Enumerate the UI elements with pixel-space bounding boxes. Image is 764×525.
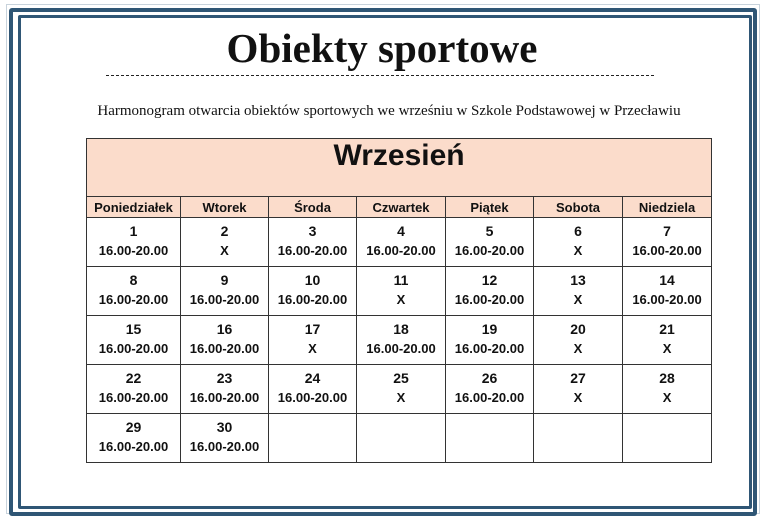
opening-hours: 16.00-20.00 [98,292,169,307]
day-number: 7 [663,223,671,239]
day-cell [534,267,623,316]
day-cell [446,218,534,267]
opening-hours: 16.00-20.00 [454,243,525,258]
opening-hours: X [573,292,583,307]
opening-hours: 16.00-20.00 [366,341,436,356]
day-cell [181,316,269,365]
opening-hours: 16.00-20.00 [98,439,169,454]
opening-hours: 16.00-20.00 [366,243,436,258]
opening-hours: 16.00-20.00 [189,292,260,307]
day-cell [446,365,534,414]
weekday-header: Środa [269,197,357,218]
opening-hours: 16.00-20.00 [189,390,260,405]
day-cell [181,365,269,414]
calendar-body [87,218,712,463]
day-cell [623,414,712,463]
title-divider [106,75,654,76]
opening-hours: 16.00-20.00 [98,390,169,405]
weekday-header-row [87,197,712,218]
day-number: 9 [220,272,229,288]
opening-hours: 16.00-20.00 [454,292,525,307]
day-number [534,417,622,437]
day-number: 12 [481,272,498,288]
day-number: 24 [304,370,321,386]
opening-hours: 16.00-20.00 [277,292,348,307]
day-cell [181,218,269,267]
weekday-header: Piątek [446,197,534,218]
opening-hours: X [220,243,229,258]
weekday-header: Czwartek [357,197,446,218]
opening-hours: 16.00-20.00 [277,243,348,258]
day-cell [181,414,269,463]
day-number: 2 [220,223,229,239]
day-cell [87,267,181,316]
weekday-header: Sobota [534,197,623,218]
opening-hours: 16.00-20.00 [632,292,702,307]
day-number: 19 [481,321,498,337]
day-number: 28 [659,370,675,386]
opening-hours: 16.00-20.00 [454,341,525,356]
day-cell [357,365,446,414]
week-row [87,267,712,316]
day-number: 30 [216,419,233,435]
day-number: 20 [570,321,586,337]
day-number: 27 [570,370,586,386]
page-title: Obiekty sportowe [226,25,538,71]
opening-hours: 16.00-20.00 [632,243,702,258]
opening-hours: X [396,292,406,307]
day-number [269,417,356,437]
day-number [357,417,445,437]
day-number: 8 [129,272,138,288]
schedule-table [86,138,712,463]
day-cell [87,365,181,414]
day-number: 15 [125,321,142,337]
day-cell [87,414,181,463]
day-cell [269,365,357,414]
opening-hours: X [573,243,583,258]
day-number [623,417,711,437]
day-cell [623,218,712,267]
day-number: 16 [216,321,233,337]
month-header: Wrzesień [87,139,712,197]
day-cell [181,267,269,316]
day-cell [357,267,446,316]
day-number: 3 [308,223,317,239]
day-number: 10 [304,272,321,288]
weekday-header: Niedziela [623,197,712,218]
day-number: 1 [129,223,138,239]
day-number: 13 [570,272,586,288]
day-number: 6 [574,223,582,239]
day-cell [357,218,446,267]
day-cell [623,316,712,365]
day-cell [87,218,181,267]
day-cell [269,218,357,267]
opening-hours: X [573,341,583,356]
opening-hours: X [573,390,583,405]
day-number: 23 [216,370,233,386]
day-number: 4 [397,223,405,239]
week-row [87,414,712,463]
day-cell [534,218,623,267]
day-number: 17 [304,321,321,337]
weekday-header: Poniedziałek [87,197,181,218]
day-cell [446,414,534,463]
day-cell [534,365,623,414]
opening-hours: 16.00-20.00 [98,243,169,258]
day-cell [87,316,181,365]
opening-hours: 16.00-20.00 [98,341,169,356]
week-row [87,365,712,414]
day-cell [623,267,712,316]
page-subtitle: Harmonogram otwarcia obiektów sportowych we wrześniu w Szkole Podstawowej w Przecławiu [97,103,681,119]
week-row [87,316,712,365]
day-cell [446,267,534,316]
opening-hours: X [662,341,672,356]
week-row [87,218,712,267]
day-cell [534,414,623,463]
opening-hours: X [662,390,672,405]
day-cell [623,365,712,414]
day-cell [446,316,534,365]
day-cell [269,414,357,463]
opening-hours: 16.00-20.00 [189,439,260,454]
day-number: 22 [125,370,142,386]
opening-hours: X [396,390,406,405]
weekday-header: Wtorek [181,197,269,218]
day-number: 29 [125,419,142,435]
opening-hours: 16.00-20.00 [189,341,260,356]
day-cell [269,316,357,365]
day-number: 14 [659,272,675,288]
opening-hours: 16.00-20.00 [454,390,525,405]
day-number: 5 [485,223,494,239]
day-number: 21 [659,321,675,337]
day-number: 11 [393,272,409,288]
opening-hours: 16.00-20.00 [277,390,348,405]
day-cell [269,267,357,316]
day-number [446,417,533,437]
day-cell [357,316,446,365]
day-number: 25 [393,370,409,386]
opening-hours: X [308,341,317,356]
day-number: 26 [481,370,498,386]
day-number: 18 [393,321,409,337]
day-cell [534,316,623,365]
day-cell [357,414,446,463]
